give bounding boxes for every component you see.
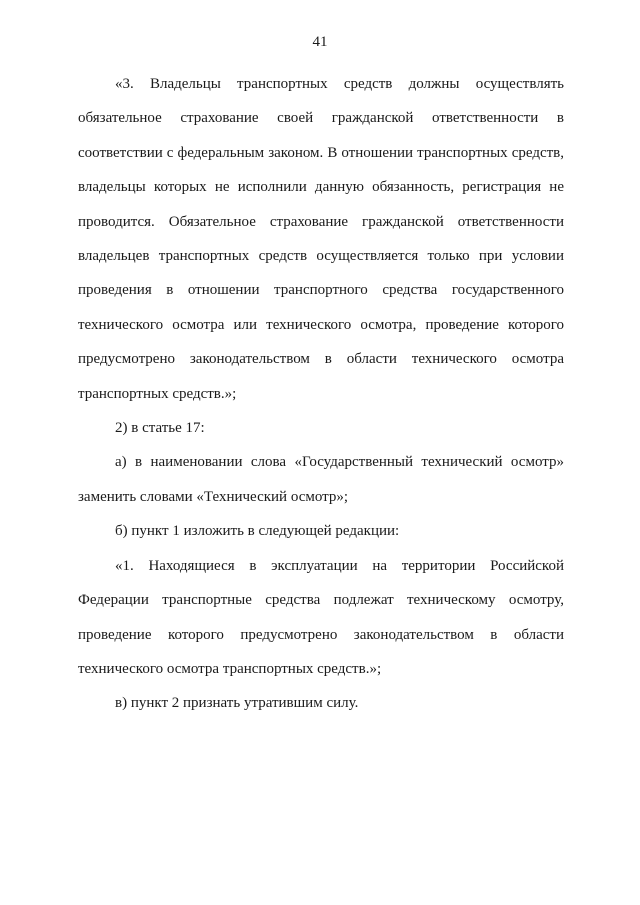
- page-number: 41: [312, 34, 328, 50]
- paragraph-clause-1: «1. Находящиеся в эксплуатации на территории Российской Федерации транспортные средства подлежат техническому осмотру, проведение которого предусмотрено законодательством в области технического осмотра транспортных средств.»;: [78, 557, 564, 677]
- paragraph-item-b: б) пункт 1 изложить в следующей редакции:: [115, 523, 400, 540]
- paragraph-article-17: 2) в статье 17:: [115, 420, 205, 437]
- paragraph-item-v: в) пункт 2 признать утратившим силу.: [115, 695, 359, 712]
- paragraph-item-a: а) в наименовании слова «Государственный технический осмотр» заменить словами «Технический осмотр»;: [78, 454, 564, 505]
- document-body: [78, 67, 564, 721]
- paragraph-clause-3: «3. Владельцы транспортных средств должны осуществлять обязательное страхование своей гражданской ответственности в соответствии с федеральным законом. В отношении транспортных средств, владельцы которых не исполнили данную обязанность, регистрация не проводится. Обязательное страхование гражданской ответственности владельцев транспортных средств осуществляется только при условии проведения в отношении транспортного средства государственного технического осмотра или технического осмотра, проведение которого предусмотрено законодательством в области технического осмотра транспортных средств.»;: [78, 76, 564, 402]
